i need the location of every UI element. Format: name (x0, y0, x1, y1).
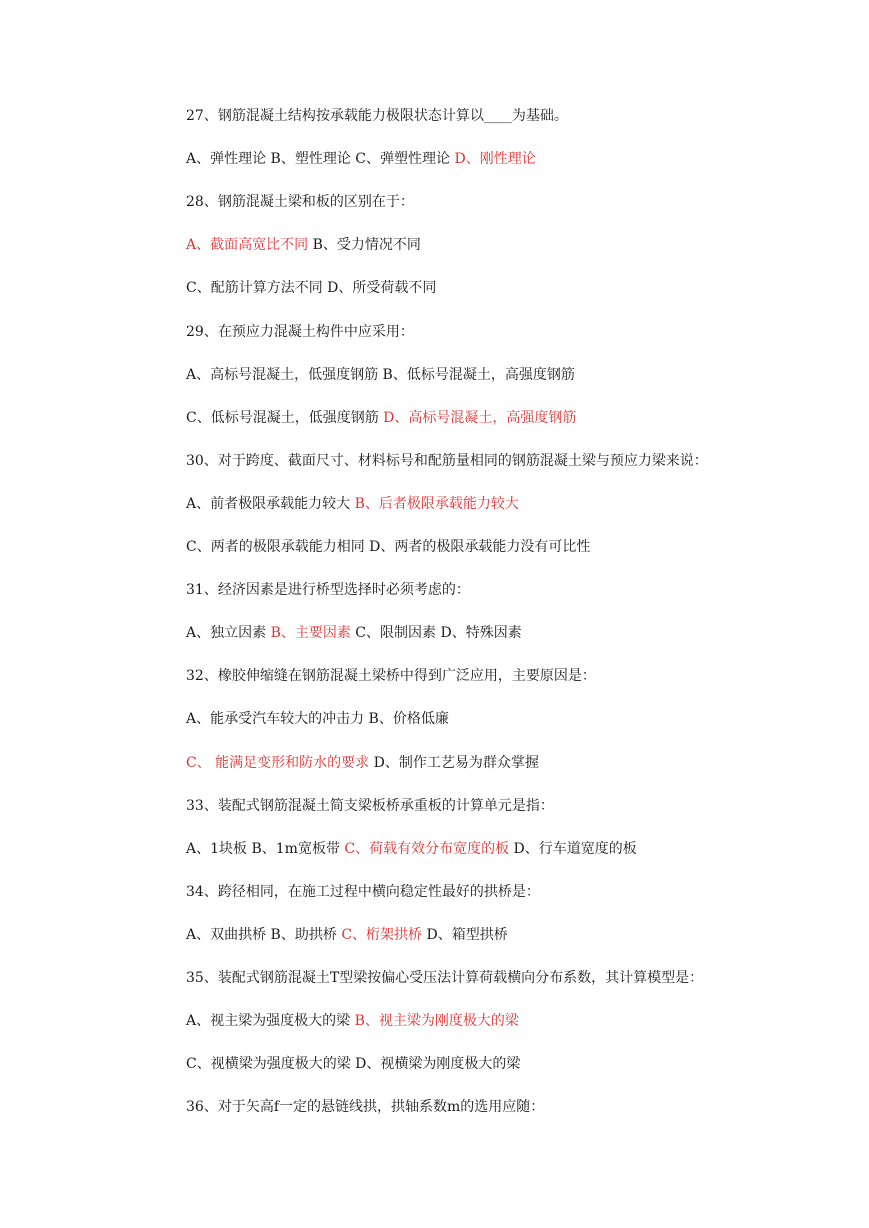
text-segment: 30、对于跨度、截面尺寸、材料标号和配筋量相同的钢筋混凝土梁与预应力梁来说： (186, 453, 708, 469)
text-line (186, 537, 590, 557)
text-line (186, 796, 554, 816)
text-segment: 27、钢筋混凝土结构按承载能力极限状态计算以____为基础。 (186, 108, 568, 124)
text-line (186, 753, 539, 773)
text-segment: 29、在预应力混凝土构件中应采用： (186, 324, 414, 340)
text-line (186, 494, 519, 514)
answer-highlight: B、主要因素 (270, 625, 351, 641)
text-segment: A、视主梁为强度极大的梁 (186, 1013, 355, 1029)
text-segment: 34、跨径相同，在施工过程中横向稳定性最好的拱桥是： (186, 884, 540, 900)
answer-highlight: B、视主梁为刚度极大的梁 (354, 1013, 519, 1029)
text-line (186, 580, 470, 600)
text-segment: A、弹性理论 B、塑性理论 C、弹塑性理论 (186, 151, 455, 167)
text-line (186, 451, 708, 471)
text-segment: D、行车道宽度的板 (509, 841, 637, 857)
text-line (186, 408, 576, 428)
text-segment: 31、经济因素是进行桥型选择时必须考虑的： (186, 582, 470, 598)
text-segment: C、限制因素 D、特殊因素 (350, 625, 522, 641)
answer-highlight: A、截面高宽比不同 (186, 237, 309, 253)
text-segment: 36、对于矢高f一定的悬链线拱，拱轴系数m的选用应随： (186, 1099, 545, 1115)
text-line (186, 968, 703, 988)
text-segment: 28、钢筋混凝土梁和板的区别在于： (186, 194, 414, 210)
text-segment: B、受力情况不同 (308, 237, 421, 253)
text-segment: 35、装配式钢筋混凝土T型梁按偏心受压法计算荷载横向分布系数，其计算模型是： (186, 970, 704, 986)
text-line (186, 278, 436, 298)
text-segment: 32、橡胶伸缩缝在钢筋混凝土梁桥中得到广泛应用，主要原因是： (186, 668, 596, 684)
text-segment: C、视横梁为强度极大的梁 D、视横梁为刚度极大的梁 (186, 1056, 521, 1072)
text-line (186, 882, 540, 902)
text-segment: A、独立因素 (186, 625, 271, 641)
text-line (186, 235, 421, 255)
text-segment: D、制作工艺易为群众掌握 (369, 755, 539, 771)
text-segment: D、箱型拱桥 (422, 927, 508, 943)
text-line (186, 1097, 544, 1117)
text-line (186, 925, 508, 945)
text-segment: C、配筋计算方法不同 D、所受荷载不同 (186, 280, 437, 296)
text-segment: C、低标号混凝土，低强度钢筋 (186, 410, 384, 426)
answer-highlight: D、高标号混凝土，高强度钢筋 (383, 410, 577, 426)
answer-highlight: D、刚性理论 (454, 151, 536, 167)
text-line (186, 365, 575, 385)
text-line (186, 192, 414, 212)
text-line (186, 623, 522, 643)
answer-highlight: C、 能满足变形和防水的要求 (186, 755, 370, 771)
text-segment: A、1块板 B、1m宽板带 (186, 841, 345, 857)
text-segment: A、前者极限承载能力较大 (186, 496, 355, 512)
text-line (186, 666, 596, 686)
text-segment: A、高标号混凝土，低强度钢筋 B、低标号混凝土，高强度钢筋 (186, 367, 575, 383)
text-line (186, 839, 637, 859)
text-segment: A、双曲拱桥 B、助拱桥 (186, 927, 342, 943)
text-segment: A、能承受汽车较大的冲击力 B、价格低廉 (186, 711, 449, 727)
text-line (186, 322, 414, 342)
text-segment: 33、装配式钢筋混凝土简支梁板桥承重板的计算单元是指： (186, 798, 554, 814)
text-line (186, 149, 536, 169)
answer-highlight: C、荷载有效分布宽度的板 (344, 841, 510, 857)
answer-highlight: B、后者极限承载能力较大 (354, 496, 519, 512)
text-line (186, 1011, 519, 1031)
text-line (186, 106, 568, 126)
text-line (186, 1054, 520, 1074)
text-segment: C、两者的极限承载能力相同 D、两者的极限承载能力没有可比性 (186, 539, 591, 555)
answer-highlight: C、桁架拱桥 (341, 927, 423, 943)
text-line (186, 709, 449, 729)
